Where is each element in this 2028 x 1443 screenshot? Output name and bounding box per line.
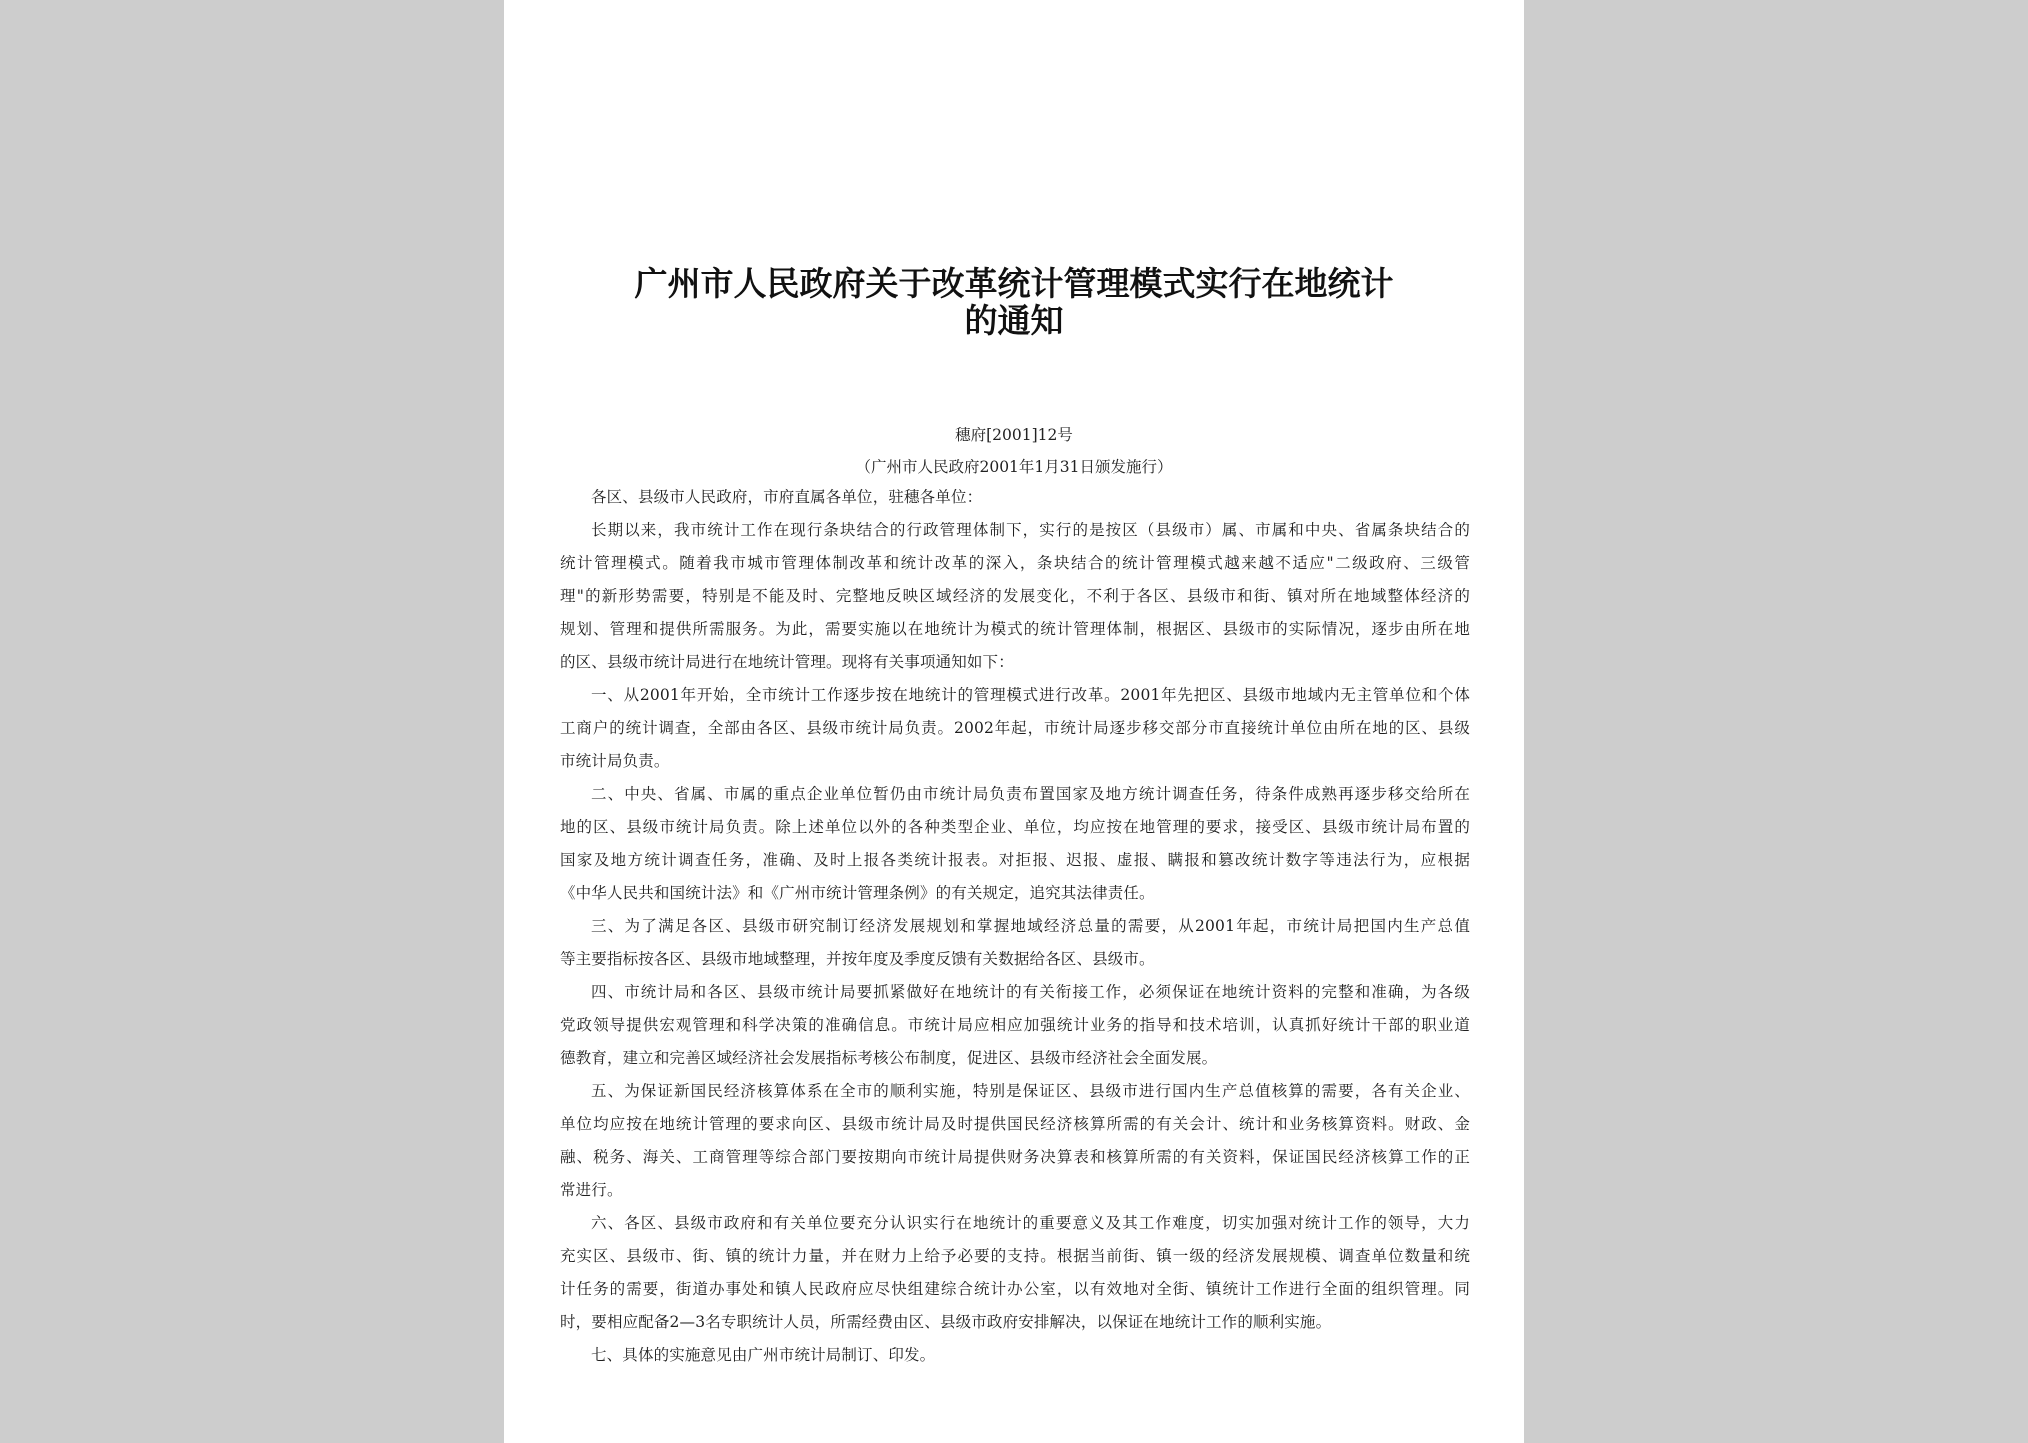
document-title: 广州市人民政府关于改革统计管理模式实行在地统计 — [634, 264, 1394, 303]
paragraph-1-line: 工商户的统计调查，全部由各区、县级市统计局负责。2002年起，市统计局逐步移交部分市直接统计单位由所在地的区、县级 — [560, 719, 1470, 737]
paragraph-6-line: 计任务的需要，街道办事处和镇人民政府应尽快组建综合统计办公室，以有效地对全街、镇统计工作进行全面的组织管理。同 — [560, 1280, 1470, 1298]
paragraph-6-line: 充实区、县级市、街、镇的统计力量，并在财力上给予必要的支持。根据当前街、镇一级的经济发展规模、调查单位数量和统 — [560, 1247, 1470, 1265]
issue-note: （广州市人民政府2001年1月31日颁发施行） — [855, 458, 1173, 476]
paragraph-intro-line: 规划、管理和提供所需服务。为此，需要实施以在地统计为模式的统计管理体制，根据区、县级市的实际情况，逐步由所在地 — [560, 620, 1470, 638]
paragraph-6-line: 时，要相应配备2—3名专职统计人员，所需经费由区、县级市政府安排解决，以保证在地统计工作的顺利实施。 — [560, 1313, 1332, 1331]
paragraph-intro-line: 理"的新形势需要，特别是不能及时、完整地反映区域经济的发展变化，不利于各区、县级市和街、镇对所在地域整体经济的 — [560, 587, 1470, 605]
paragraph-1-line: 一、从2001年开始，全市统计工作逐步按在地统计的管理模式进行改革。2001年先把区、县级市地域内无主管单位和个体 — [591, 686, 1470, 704]
document-number: 穗府[2001]12号 — [955, 426, 1073, 444]
paragraph-4-line: 德教育，建立和完善区域经济社会发展指标考核公布制度，促进区、县级市经济社会全面发展。 — [560, 1049, 1218, 1067]
paragraph-1-line: 市统计局负责。 — [560, 752, 670, 770]
paragraph-2-line: 地的区、县级市统计局负责。除上述单位以外的各种类型企业、单位，均应按在地管理的要求，接受区、县级市统计局布置的 — [560, 818, 1470, 836]
document-page — [504, 0, 1524, 1443]
paragraph-6-line: 六、各区、县级市政府和有关单位要充分认识实行在地统计的重要意义及其工作难度，切实加强对统计工作的领导，大力 — [591, 1214, 1470, 1232]
paragraph-intro-line: 长期以来，我市统计工作在现行条块结合的行政管理体制下，实行的是按区（县级市）属、市属和中央、省属条块结合的 — [591, 521, 1470, 539]
paragraph-3-line: 等主要指标按各区、县级市地域整理，并按年度及季度反馈有关数据给各区、县级市。 — [560, 950, 1155, 968]
paragraph-5-line: 单位均应按在地统计管理的要求向区、县级市统计局及时提供国民经济核算所需的有关会计、统计和业务核算资料。财政、金 — [560, 1115, 1470, 1133]
paragraph-5-line: 融、税务、海关、工商管理等综合部门要按期向市统计局提供财务决算表和核算所需的有关资料，保证国民经济核算工作的正 — [560, 1148, 1470, 1166]
paragraph-2-line: 二、中央、省属、市属的重点企业单位暂仍由市统计局负责布置国家及地方统计调查任务，待条件成熟再逐步移交给所在 — [591, 785, 1470, 803]
paragraph-intro-line: 统计管理模式。随着我市城市管理体制改革和统计改革的深入，条块结合的统计管理模式越来越不适应"二级政府、三级管 — [560, 554, 1470, 572]
document-title-continued: 的通知 — [964, 301, 1064, 340]
paragraph-4-line: 四、市统计局和各区、县级市统计局要抓紧做好在地统计的有关衔接工作，必须保证在地统计资料的完整和准确，为各级 — [591, 983, 1470, 1001]
salutation: 各区、县级市人民政府，市府直属各单位，驻穗各单位： — [591, 488, 983, 506]
paragraph-5-line: 五、为保证新国民经济核算体系在全市的顺利实施，特别是保证区、县级市进行国内生产总值核算的需要，各有关企业、 — [591, 1082, 1470, 1100]
paragraph-intro-line: 的区、县级市统计局进行在地统计管理。现将有关事项通知如下： — [560, 653, 1014, 671]
paragraph-3-line: 三、为了满足各区、县级市研究制订经济发展规划和掌握地域经济总量的需要，从2001年起，市统计局把国内生产总值 — [591, 917, 1470, 935]
paragraph-2-line: 《中华人民共和国统计法》和《广州市统计管理条例》的有关规定，追究其法律责任。 — [560, 884, 1155, 902]
paragraph-4-line: 党政领导提供宏观管理和科学决策的准确信息。市统计局应相应加强统计业务的指导和技术培训，认真抓好统计干部的职业道 — [560, 1016, 1470, 1034]
paragraph-7-line: 七、具体的实施意见由广州市统计局制订、印发。 — [591, 1346, 936, 1364]
paragraph-2-line: 国家及地方统计调查任务，准确、及时上报各类统计报表。对拒报、迟报、虚报、瞒报和篡改统计数字等违法行为，应根据 — [560, 851, 1470, 869]
paragraph-5-line: 常进行。 — [560, 1181, 623, 1199]
